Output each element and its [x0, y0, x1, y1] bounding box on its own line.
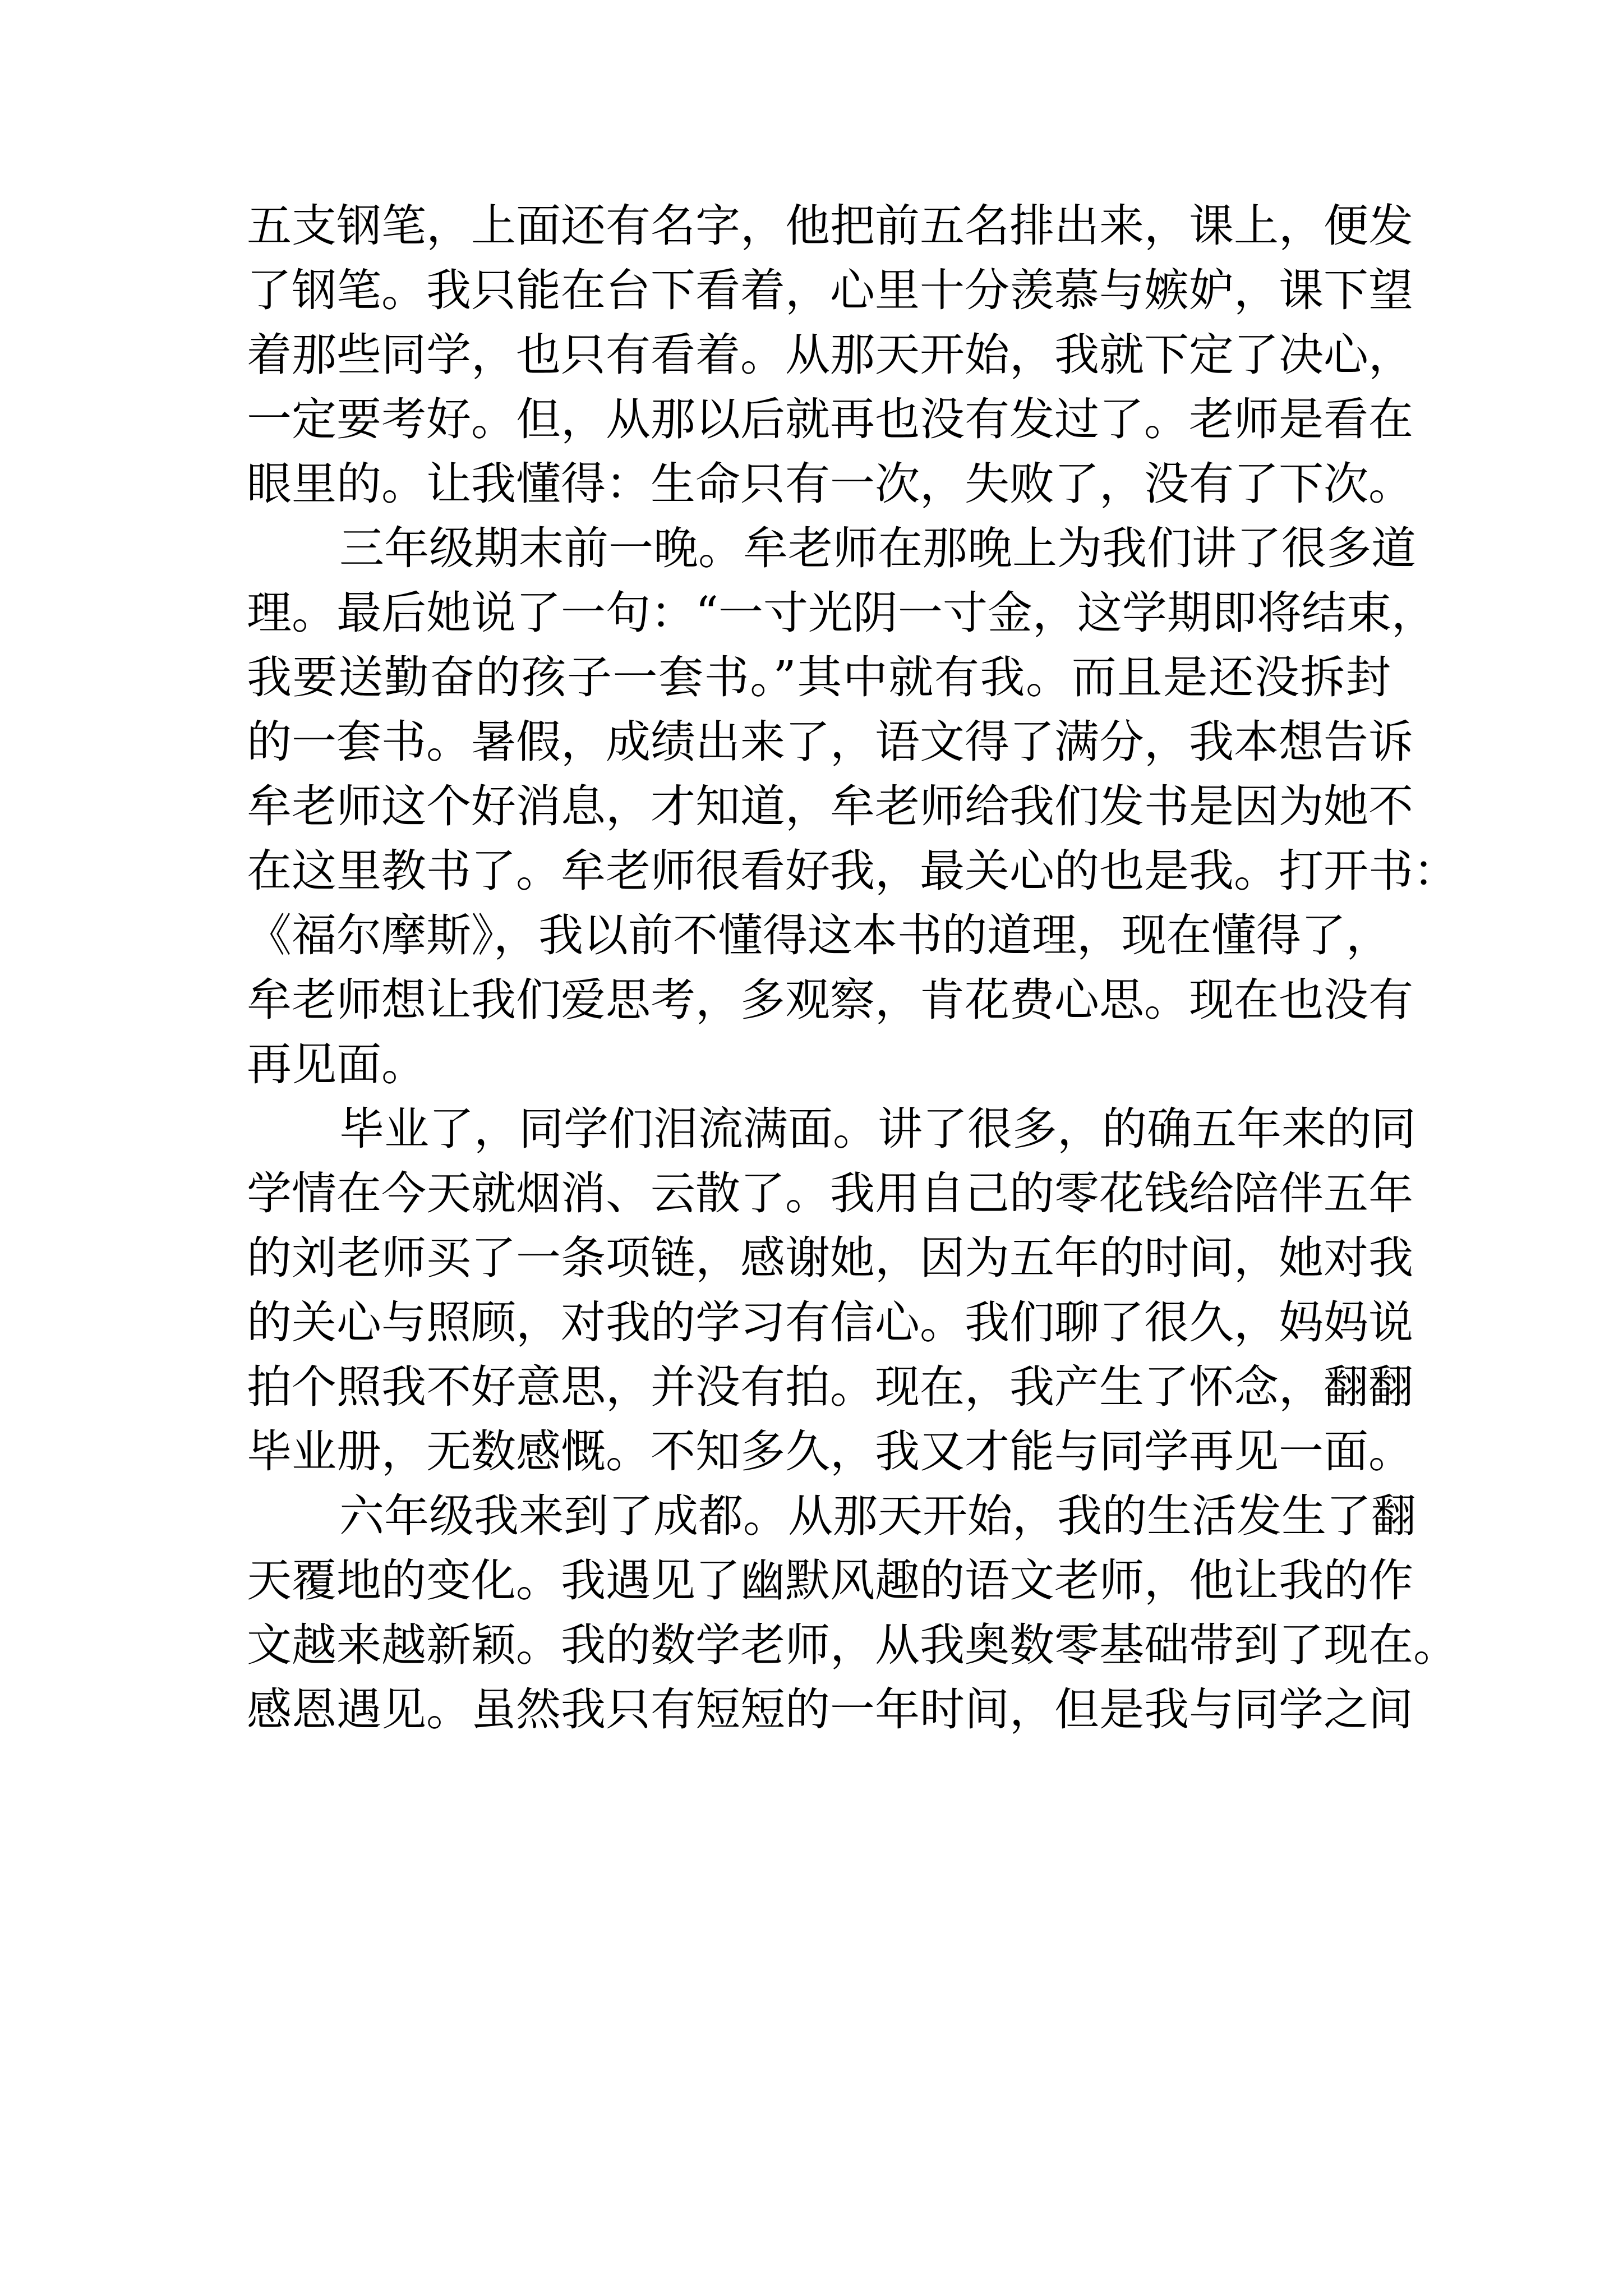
- text-line: 的一套书。暑假，成绩出来了，语文得了满分，我本想告诉: [247, 716, 1413, 768]
- text-line: 牟老师想让我们爱思考，多观察，肯花费心思。现在也没有: [247, 974, 1413, 1026]
- text-line: 三年级期末前一晚。牟老师在那晚上为我们讲了很多道: [339, 522, 1416, 574]
- text-line: 文越来越新颖。我的数学老师，从我奥数零基础带到了现在。: [247, 1619, 1458, 1671]
- text-line: 拍个照我不好意思，并没有拍。现在，我产生了怀念，翻翻: [247, 1361, 1413, 1413]
- text-line: 眼里的。让我懂得：生命只有一次，失败了，没有了下次。: [247, 458, 1413, 510]
- text-line: 毕业册，无数感慨。不知多久，我又才能与同学再见一面。: [247, 1425, 1413, 1478]
- text-line: 一定要考好。但，从那以后就再也没有发过了。老师是看在: [247, 393, 1413, 445]
- text-line: 在这里教书了。牟老师很看好我，最关心的也是我。打开书：: [247, 845, 1458, 897]
- body-text: [247, 194, 1458, 1742]
- text-line: 的刘老师买了一条项链，感谢她，因为五年的时间，她对我: [247, 1232, 1413, 1284]
- text-line: 五支钢笔，上面还有名字，他把前五名排出来，课上，便发: [247, 200, 1413, 252]
- text-line: 学情在今天就烟消、云散了。我用自己的零花钱给陪伴五年: [247, 1167, 1413, 1220]
- text-line: 着那些同学，也只有看着。从那天开始，我就下定了决心，: [247, 329, 1413, 381]
- text-line: 天覆地的变化。我遇见了幽默风趣的语文老师，他让我的作: [247, 1554, 1413, 1607]
- text-line: 毕业了，同学们泪流满面。讲了很多，的确五年来的同: [339, 1103, 1416, 1155]
- text-line: 再见面。: [247, 1038, 426, 1091]
- text-line: 理。最后她说了一句：“一寸光阴一寸金，这学期即将结束，: [247, 587, 1436, 639]
- text-line: 感恩遇见。虽然我只有短短的一年时间，但是我与同学之间: [247, 1683, 1413, 1736]
- text-line: 我要送勤奋的孩子一套书。”其中就有我。而且是还没拆封: [247, 651, 1391, 703]
- text-line: 《福尔摩斯》，我以前不懂得这本书的道理，现在懂得了，: [247, 909, 1391, 961]
- text-line: 的关心与照顾，对我的学习有信心。我们聊了很久，妈妈说: [247, 1296, 1413, 1349]
- text-line: 了钢笔。我只能在台下看着，心里十分羡慕与嫉妒，课下望: [247, 264, 1413, 316]
- text-line: 牟老师这个好消息，才知道，牟老师给我们发书是因为她不: [247, 780, 1413, 832]
- text-line: 六年级我来到了成都。从那天开始，我的生活发生了翻: [339, 1490, 1416, 1542]
